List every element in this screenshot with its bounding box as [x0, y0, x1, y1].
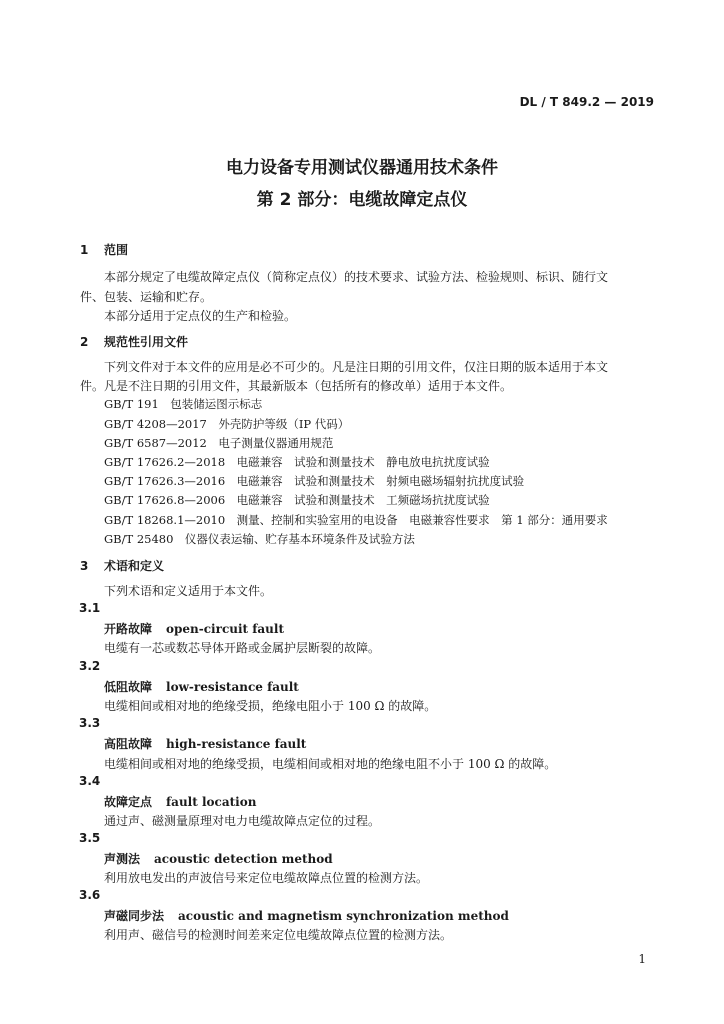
- term-heading: [104, 793, 256, 810]
- term-en: low-resistance fault: [166, 680, 299, 694]
- term-number: 3.4: [79, 774, 101, 788]
- section-title: 规范性引用文件: [104, 335, 189, 349]
- section-number: 2: [80, 335, 89, 349]
- document-subtitle: 第 2 部分：电缆故障定点仪: [256, 190, 468, 210]
- term-zh: 低阻故障: [104, 680, 153, 694]
- term-heading: [104, 735, 306, 752]
- term-heading: [104, 907, 509, 924]
- reference-item: [104, 531, 415, 547]
- reference-title: 包装储运图示标志: [170, 397, 263, 411]
- reference-code: GB/T 6587—2012: [104, 436, 207, 450]
- term-definition: 电缆有一芯或数芯导体开路或金属护层断裂的故障。: [104, 641, 381, 655]
- standard-code-header: DL / T 849.2 — 2019: [519, 95, 654, 109]
- term-definition: 电缆相间或相对地的绝缘受损，电缆相间或相对地的绝缘电阻不小于 100 Ω 的故障。: [104, 757, 557, 771]
- term-definition: 电缆相间或相对地的绝缘受损，绝缘电阻小于 100 Ω 的故障。: [104, 699, 437, 713]
- term-zh: 高阻故障: [104, 737, 153, 751]
- term-number: 3.6: [79, 888, 101, 902]
- term-zh: 故障定点: [104, 795, 153, 809]
- term-number: 3.1: [79, 601, 101, 615]
- term-en: high-resistance fault: [166, 737, 307, 751]
- reference-item: [104, 473, 524, 489]
- term-heading: [104, 678, 299, 695]
- section-heading-2: [80, 333, 188, 350]
- section-heading-3: [80, 557, 164, 574]
- term-definition: 利用放电发出的声波信号来定位电缆故障点位置的检测方法。: [104, 871, 429, 885]
- document-title: 电力设备专用测试仪器通用技术条件: [226, 158, 498, 178]
- term-number: 3.2: [79, 659, 101, 673]
- reference-title: 电磁兼容 试验和测量技术 静电放电抗扰度试验: [236, 455, 490, 469]
- paragraph-continuation: 件、包装、运输和贮存。: [80, 290, 213, 304]
- reference-title: 仪器仪表运输、贮存基本环境条件及试验方法: [184, 532, 415, 546]
- section-heading-1: [80, 241, 128, 258]
- reference-title: 电子测量仪器通用规范: [218, 436, 334, 450]
- paragraph: 下列术语和定义适用于本文件。: [104, 584, 273, 598]
- section-number: 1: [80, 243, 89, 257]
- reference-code: GB/T 17626.8—2006: [104, 493, 226, 507]
- term-definition: 利用声、磁信号的检测时间差来定位电缆故障点位置的检测方法。: [104, 928, 453, 942]
- reference-code: GB/T 25480: [104, 532, 174, 546]
- reference-item: [104, 492, 490, 508]
- section-title: 术语和定义: [104, 559, 165, 573]
- page-number: 1: [638, 952, 646, 966]
- reference-item: [104, 454, 490, 470]
- paragraph: 本部分适用于定点仪的生产和检验。: [104, 309, 297, 323]
- paragraph: 本部分规定了电缆故障定点仪（简称定点仪）的技术要求、试验方法、检验规则、标识、随行文: [104, 270, 609, 284]
- term-en: acoustic detection method: [154, 852, 333, 866]
- paragraph-continuation: 件。凡是不注日期的引用文件，其最新版本（包括所有的修改单）适用于本文件。: [80, 379, 513, 393]
- section-number: 3: [80, 559, 89, 573]
- reference-item: [104, 396, 262, 412]
- term-zh: 开路故障: [104, 622, 153, 636]
- term-definition: 通过声、磁测量原理对电力电缆故障点定位的过程。: [104, 814, 381, 828]
- reference-title: 电磁兼容 试验和测量技术 射频电磁场辐射抗扰度试验: [236, 474, 525, 488]
- reference-item: [104, 512, 608, 528]
- reference-title: 外壳防护等级（IP 代码）: [218, 417, 350, 431]
- term-heading: [104, 850, 333, 867]
- paragraph: 下列文件对于本文件的应用是必不可少的。凡是注日期的引用文件，仅注日期的版本适用于本文: [104, 360, 609, 374]
- reference-item: [104, 416, 349, 432]
- reference-item: [104, 435, 333, 451]
- reference-title: 电磁兼容 试验和测量技术 工频磁场抗扰度试验: [236, 493, 490, 507]
- term-heading: [104, 620, 284, 637]
- term-en: open-circuit fault: [166, 622, 285, 636]
- term-number: 3.3: [79, 716, 101, 730]
- term-en: fault location: [166, 795, 257, 809]
- reference-code: GB/T 17626.2—2018: [104, 455, 226, 469]
- term-zh: 声测法: [104, 852, 141, 866]
- term-number: 3.5: [79, 831, 101, 845]
- reference-code: GB/T 18268.1—2010: [104, 513, 226, 527]
- reference-code: GB/T 4208—2017: [104, 417, 207, 431]
- reference-code: GB/T 191: [104, 397, 159, 411]
- reference-code: GB/T 17626.3—2016: [104, 474, 226, 488]
- term-en: acoustic and magnetism synchronization method: [178, 909, 509, 923]
- reference-title: 测量、控制和实验室用的电设备 电磁兼容性要求 第 1 部分：通用要求: [236, 513, 608, 527]
- term-zh: 声磁同步法: [104, 909, 165, 923]
- section-title: 范围: [104, 243, 129, 257]
